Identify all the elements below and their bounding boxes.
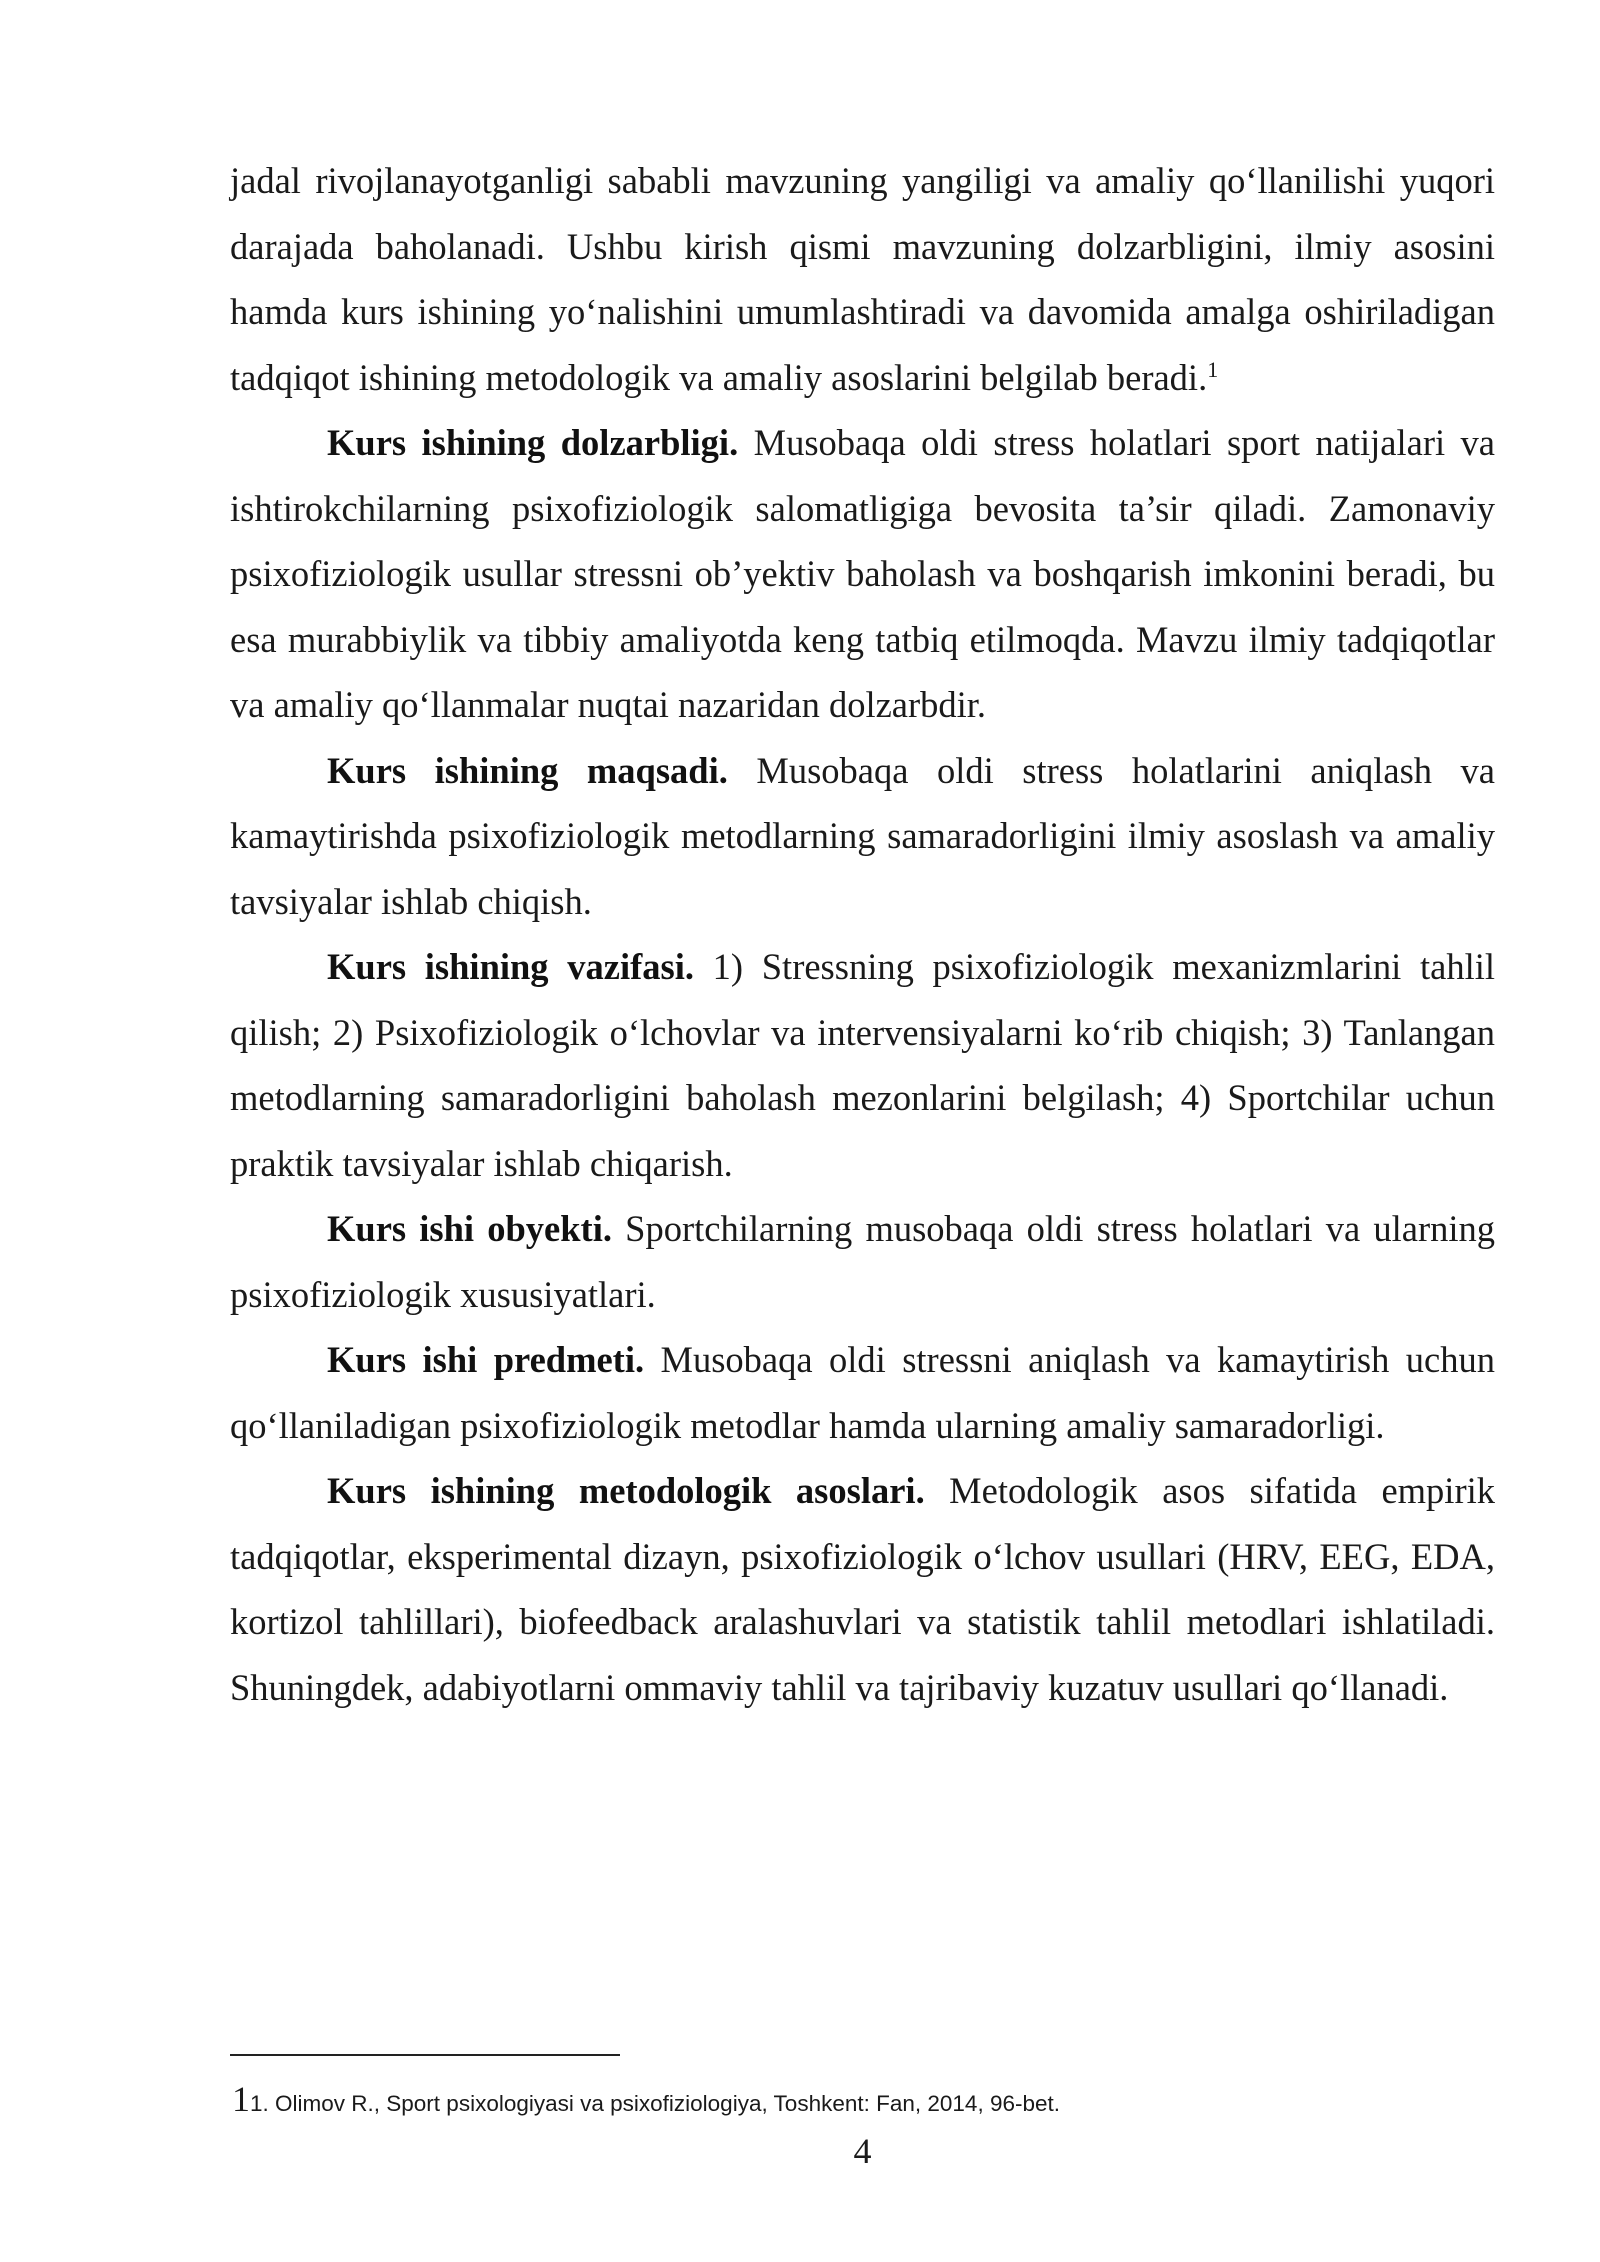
tasks-text: 1) Stressning psixofiziologik mexanizmlarini tahlil qilish; 2) Psixofiziologik o‘lchovlar va intervensiyalarni ko‘rib chiqish; 3) Tanlangan metodlarning samaradorligini baholash mezonlarini belgilash; 4) Sportchilar uchun praktik tavsiyalar ishlab chiqarish.: [230, 946, 1495, 1184]
document-body: [230, 148, 1495, 1720]
tasks-paragraph: [230, 934, 1495, 1196]
relevance-heading: Kurs ishining dolzarbligi.: [327, 422, 739, 463]
goal-paragraph: [230, 738, 1495, 935]
object-heading: Kurs ishi obyekti.: [327, 1208, 612, 1249]
page-number: 4: [853, 2131, 872, 2171]
intro-paragraph: [230, 148, 1495, 410]
relevance-paragraph: [230, 410, 1495, 738]
footnote: [232, 2078, 1492, 2120]
subject-paragraph: [230, 1327, 1495, 1458]
footnote-text: 1. Olimov R., Sport psixologiyasi va psixofiziologiya, Toshkent: Fan, 2014, 96-bet.: [250, 2091, 1060, 2116]
footnote-separator: [230, 2054, 620, 2056]
footnote-reference[interactable]: 1: [1207, 356, 1219, 382]
subject-heading: Kurs ishi predmeti.: [327, 1339, 645, 1380]
goal-text: Musobaqa oldi stress holatlarini aniqlash va kamaytirishda psixofiziologik metodlarning samaradorligini ilmiy asoslash va amaliy tavsiyalar ishlab chiqish.: [230, 749, 1495, 922]
methodology-paragraph: [230, 1458, 1495, 1720]
tasks-heading: Kurs ishining vazifasi.: [327, 946, 694, 987]
intro-text: jadal rivojlanayotganligi sababli mavzuning yangiligi va amaliy qo‘llanilishi yuqori darajada baholanadi. Ushbu kirish qismi mavzuning dolzarbligini, ilmiy asosini hamda kurs ishining yo‘nalishini umumlashtiradi va davomida amalga oshiriladigan tadqiqot ishining metodologik va amaliy asoslarini belgilab beradi.: [230, 160, 1495, 398]
methodology-heading: Kurs ishining metodologik asoslari.: [327, 1470, 925, 1511]
relevance-text: Musobaqa oldi stress holatlari sport natijalari va ishtirokchilarning psixofiziologik salomatligiga bevosita ta’sir qiladi. Zamonaviy psixofiziologik usullar stressni ob’yektiv baholash va boshqarish imkonini beradi, bu esa murabbiylik va tibbiy amaliyotda keng tatbiq etilmoqda. Mavzu ilmiy tadqiqotlar va amaliy qo‘llanmalar nuqtai nazaridan dolzarbdir.: [230, 422, 1496, 725]
goal-heading: Kurs ishining maqsadi.: [327, 749, 728, 791]
object-paragraph: [230, 1196, 1495, 1327]
methodology-text: Metodologik asos sifatida empirik tadqiqotlar, eksperimental dizayn, psixofiziologik o‘lchov usullari (HRV, EEG, EDA, kortizol tahlillari), biofeedback aralashuvlari va statistik tahlil metodlari ishlatiladi. Shuningdek, adabiyotlarni ommaviy tahlil va tajribaviy kuzatuv usullari qo‘llanadi.: [230, 1470, 1495, 1708]
subject-text: Musobaqa oldi stressni aniqlash va kamaytirish uchun qo‘llaniladigan psixofiziologik metodlar hamda ularning amaliy samaradorligi.: [230, 1339, 1495, 1446]
footnote-number: 1: [232, 2079, 250, 2119]
object-text: Sportchilarning musobaqa oldi stress holatlari va ularning psixofiziologik xususiyatlari.: [230, 1208, 1495, 1315]
